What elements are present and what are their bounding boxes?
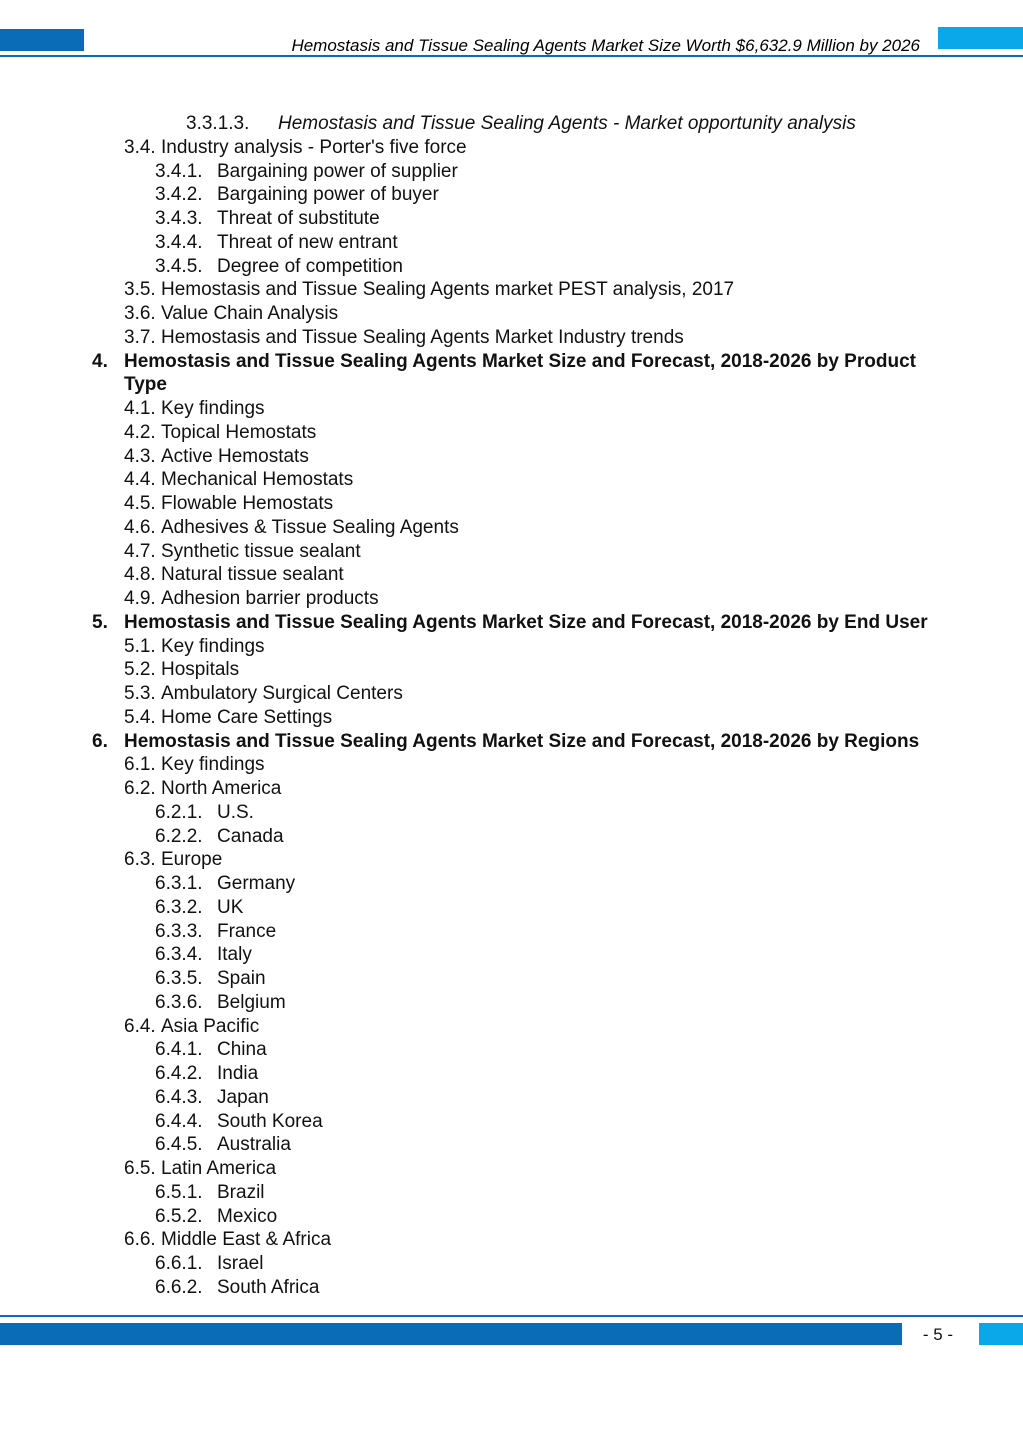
toc-entry-title: Hemostasis and Tissue Sealing Agents - Market opportunity analysis — [278, 113, 856, 134]
toc-entry-title: Latin America — [161, 1158, 277, 1179]
toc-entry-number: 4.7. — [124, 540, 156, 562]
toc-entry-number: 6.6.1. — [155, 1253, 203, 1274]
toc-entry-title: Hemostasis and Tissue Sealing Agents Market Industry trends — [161, 326, 684, 348]
toc-entry-title: Middle East & Africa — [161, 1229, 332, 1251]
toc-entry-number: 6.4.1. — [155, 1039, 203, 1061]
toc-entry-number: 6.3.1. — [155, 873, 203, 894]
toc-entry-title: Hospitals — [161, 659, 240, 681]
toc-entry-number: 3.4.2. — [155, 184, 203, 206]
toc-entry-title: Asia Pacific — [161, 1015, 260, 1037]
toc-entry-title: Brazil — [217, 1181, 265, 1203]
toc-entry-title: U.S. — [217, 801, 254, 823]
toc-entry-title: Key findings — [161, 635, 265, 657]
toc-entry-number: 3.7. — [124, 326, 156, 348]
toc-entry-title: Mexico — [217, 1205, 278, 1227]
toc-entry-number: 4.9. — [124, 588, 156, 609]
toc-entry-title: Threat of substitute — [217, 208, 380, 229]
toc-entry-title: Australia — [217, 1134, 291, 1156]
toc-entry-number: 3.4.3. — [155, 208, 203, 229]
toc-entry-title: Active Hemostats — [161, 445, 309, 467]
toc-entry-number: 6.5.1. — [155, 1181, 203, 1203]
toc-entry-title: Bargaining power of supplier — [217, 160, 458, 182]
toc-entry-title: Natural tissue sealant — [161, 564, 344, 586]
toc-entry-number: 3.5. — [124, 279, 156, 301]
toc-entry-number: 4.4. — [124, 469, 156, 491]
toc-entry-title: Type — [124, 374, 167, 396]
toc-entry-number: 3.4.1. — [155, 160, 203, 182]
toc-entry-title: Adhesives & Tissue Sealing Agents — [161, 516, 459, 538]
toc-entry-number: 6.3. — [124, 849, 156, 871]
page-number: - 5 - — [922, 1325, 954, 1344]
toc-entry-number: 6.4.2. — [155, 1063, 203, 1084]
toc-entry-title: Italy — [217, 944, 252, 966]
toc-entry-number: 3.4.5. — [155, 255, 203, 277]
toc-entry-title: Europe — [161, 849, 223, 871]
toc-entry-number: 6. — [92, 730, 108, 752]
toc-entry-number: 6.3.6. — [155, 991, 203, 1013]
toc-entry-title: China — [217, 1039, 267, 1061]
toc-entry-number: 6.3.3. — [155, 920, 203, 942]
toc-entry-title: France — [217, 920, 277, 942]
toc-entry-number: 6.5. — [124, 1158, 156, 1179]
toc-entry-title: Ambulatory Surgical Centers — [161, 683, 403, 704]
toc-entry-number: 5.4. — [124, 706, 156, 728]
toc-entry-title: Topical Hemostats — [161, 421, 317, 443]
toc-entry-title: Home Care Settings — [161, 706, 333, 728]
toc-entry-number: 5.1. — [124, 635, 156, 657]
toc-entry-number: 4.3. — [124, 445, 156, 467]
toc-entry-number: 6.6.2. — [155, 1276, 203, 1298]
toc-entry-number: 6.4.4. — [155, 1110, 203, 1132]
toc-entry-number: 3.4.4. — [155, 231, 203, 253]
toc-entry-number: 5.3. — [124, 683, 156, 704]
toc-entry-title: Mechanical Hemostats — [161, 469, 354, 491]
toc-entry-title: Hemostasis and Tissue Sealing Agents Market Size and Forecast, 2018-2026 by End User — [124, 611, 928, 633]
toc-entry-number: 6.4.5. — [155, 1134, 203, 1156]
footer-right-block — [979, 1323, 1023, 1345]
toc-entry-number: 6.3.4. — [155, 944, 203, 966]
toc-entry-title: Key findings — [161, 398, 265, 419]
toc-entry-title: Spain — [217, 968, 266, 989]
toc-entry-number: 6.3.5. — [155, 968, 203, 989]
toc-entry-number: 4.2. — [124, 421, 156, 443]
toc-entry-number: 6.4. — [124, 1015, 156, 1037]
toc-entry-title: Flowable Hemostats — [161, 493, 334, 514]
toc-entry-title: India — [217, 1063, 259, 1084]
footer-rule — [0, 1315, 1023, 1317]
toc-entry-title: Hemostasis and Tissue Sealing Agents Market Size and Forecast, 2018-2026 by Product — [124, 350, 916, 372]
toc-entry-number: 4.5. — [124, 493, 156, 514]
header-right-block — [938, 27, 1023, 49]
toc-entry-title: UK — [217, 896, 244, 918]
toc-entry-title: South Africa — [217, 1276, 320, 1298]
toc-entry-number: 6.4.3. — [155, 1086, 203, 1108]
toc-entry-title: Value Chain Analysis — [161, 303, 339, 324]
toc-entry-number: 5.2. — [124, 659, 156, 681]
toc-entry-title: Key findings — [161, 754, 265, 776]
toc-entry-title: Canada — [217, 825, 284, 847]
toc-entry-number: 4. — [92, 350, 108, 372]
toc-entry-title: Synthetic tissue sealant — [161, 540, 361, 562]
toc-entry-number: 6.5.2. — [155, 1205, 203, 1227]
toc-entry-title: Industry analysis - Porter's five force — [161, 136, 467, 158]
toc-entry-title: Germany — [217, 873, 296, 894]
toc-entry-number: 4.8. — [124, 564, 156, 586]
toc-entry-title: Hemostasis and Tissue Sealing Agents market PEST analysis, 2017 — [161, 279, 735, 301]
toc-entry-number: 3.4. — [124, 136, 156, 158]
toc-entry-number: 6.1. — [124, 754, 156, 776]
toc-entry-title: Japan — [217, 1086, 269, 1108]
toc-entry-title: Hemostasis and Tissue Sealing Agents Market Size and Forecast, 2018-2026 by Regions — [124, 730, 920, 752]
toc-entry-title: Belgium — [217, 991, 286, 1013]
toc-entry-title: Bargaining power of buyer — [217, 184, 439, 206]
header-rule — [0, 55, 1023, 57]
toc-entry-title: Threat of new entrant — [217, 231, 398, 253]
footer-bar — [0, 1323, 902, 1345]
toc-entry-number: 3.6. — [124, 303, 156, 324]
toc-entry-number: 6.2.2. — [155, 825, 203, 847]
toc-entry-number: 5. — [92, 611, 108, 633]
toc-entry-title: Adhesion barrier products — [161, 588, 379, 609]
header-left-block — [0, 29, 84, 51]
toc-entry-number: 6.6. — [124, 1229, 156, 1251]
toc-entry-title: Israel — [217, 1253, 264, 1274]
toc-entry-title: South Korea — [217, 1110, 323, 1132]
toc-entry-number: 4.1. — [124, 398, 156, 419]
toc-entry-number: 6.2. — [124, 778, 156, 799]
toc-entry-number: 3.3.1.3. — [186, 113, 250, 134]
toc-entry-number: 6.3.2. — [155, 896, 203, 918]
toc-entry-number: 6.2.1. — [155, 801, 203, 823]
toc-entry-title: North America — [161, 778, 282, 799]
header-title: Hemostasis and Tissue Sealing Agents Market Size Worth $6,632.9 Million by 2026 — [291, 36, 920, 55]
toc-entry-number: 4.6. — [124, 516, 156, 538]
toc-entry-title: Degree of competition — [217, 255, 403, 277]
